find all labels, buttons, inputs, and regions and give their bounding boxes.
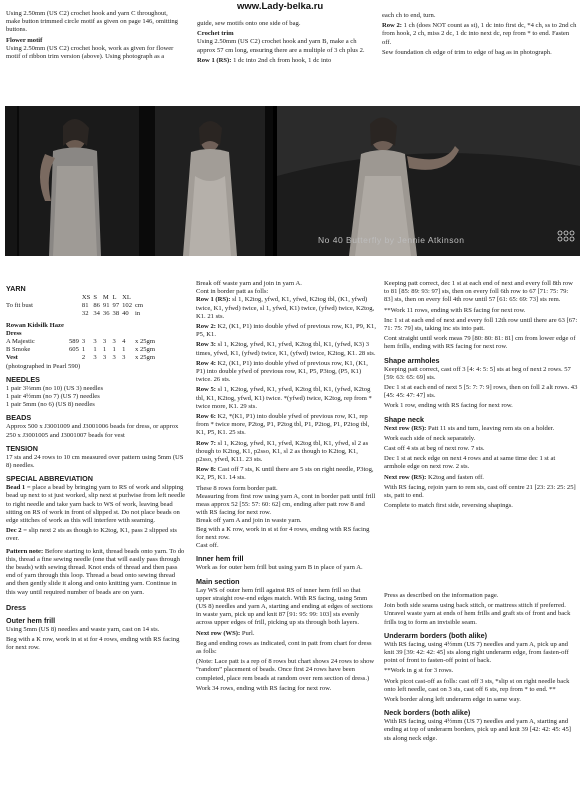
shaping-text: Dec 1 st at each end of next 5 [5: 7: 7: 9] rows, then on foll 2 alt rows. 43 [45: 45: 47: 47] sts. bbox=[384, 384, 578, 400]
fit-value: 91 bbox=[102, 302, 110, 310]
work-rows: Work 34 rows, ending with RS facing for next row. bbox=[196, 684, 332, 692]
next-row-label: Next row (RS): bbox=[384, 473, 427, 481]
mid-after: These 8 rows form border patt. bbox=[196, 484, 278, 492]
pattern-symbol-icon bbox=[557, 230, 575, 242]
shaping-text: With RS facing, rejoin yarn to rem sts, cast off centre 21 [23: 23: 25: 25] sts, patt to end. bbox=[384, 483, 576, 500]
size-label: L bbox=[112, 294, 117, 301]
making-up-text: With RS facing, using 4½mm (US 7) needles and yarn A, pick up and knit 39 [39: 42: 42: 45] sts along right underarm edge, from fasten-off point of front to fasten-off point of back. bbox=[384, 640, 569, 665]
size-label: XL bbox=[122, 294, 131, 301]
mid-after: Break off yarn A and join in waste yarn. bbox=[196, 517, 302, 525]
qty: 3 bbox=[93, 354, 97, 362]
top-column-1 bbox=[6, 10, 181, 63]
lace-note: (Note: Lace patt is a rep of 8 rows but chart shows 24 rows to show “random” placement of beads. Once first 24 rows have been completed, place rem beads at random over rem section of dress.) bbox=[196, 658, 375, 682]
qty: 3 bbox=[93, 338, 97, 346]
top-col3-line: each ch to end, turn. bbox=[382, 12, 436, 19]
vest-label: Vest bbox=[6, 354, 18, 362]
row-text: K2, (K1, P1) into double yfwd of previous row, K1, P9, K1, P5, K1. bbox=[196, 323, 376, 339]
inner-frill-heading: Inner hem frill bbox=[196, 554, 244, 564]
shaping-text: Keeping patt correct, cast off 3 [4: 4: 5: 5] sts at beg of next 2 rows. 57 [59: 63: 65: 69] sts. bbox=[384, 365, 571, 381]
qty-unit: x 25gm bbox=[135, 354, 155, 362]
design-caption: No 40 Butterfly by Jennie Atkinson bbox=[318, 235, 465, 245]
flower-motif-heading: Flower motif bbox=[6, 36, 43, 44]
needle-item: 1 pair 5mm (no 6) (US 8) needles bbox=[6, 401, 95, 409]
chart-instructions: Beg and ending rows as indicated, cont in patt from chart for dress as folls: bbox=[196, 639, 372, 655]
fit-value: 102 bbox=[122, 302, 132, 310]
fit-value: 97 bbox=[112, 302, 120, 310]
yarn-code: 589 bbox=[69, 338, 79, 346]
qty-unit: x 25gm bbox=[135, 346, 155, 354]
outer-frill-text: Using 5mm (US 8) needles and waste yarn, cast on 14 sts. bbox=[6, 625, 160, 633]
shaping-text: Cast off 4 sts at beg of next row. 7 sts. bbox=[384, 445, 485, 453]
row-text: Cast off 7 sts, K until there are 5 sts on right needle, P3tog, K2, P5, K1. 14 sts. bbox=[196, 466, 374, 482]
row2-text: 1 ch (does NOT count as st), 1 dc into first dc, *4 ch, ss to 2nd ch from hook, 2 ch, miss 2 dc, 1 dc into next dc, rep from * to end. Fasten off. bbox=[382, 22, 577, 46]
fit-label: To fit bust bbox=[6, 302, 34, 310]
fit-value: 86 bbox=[93, 302, 100, 310]
row2-label: Row 2: bbox=[382, 22, 402, 30]
making-up-text: Work picot cast-off as folls: cast off 3 sts, *slip st on right needle back onto left needle, cast on 3 sts, cast off 6 sts, rep from * to end. ** bbox=[384, 677, 570, 693]
abbreviation-heading: SPECIAL ABBREVIATION bbox=[6, 474, 93, 484]
instructions-column bbox=[196, 280, 376, 695]
bead1-text: = place a bead by bringing yarn to RS of work and slipping bead up next to st just worked, slip next st purlwise from left needle to right needle and take yarn back to WS of work, leaving bead sitting on RS of work in front of slipped st. Do not place beads on edge stitches of work as this will interfere with seaming. bbox=[6, 484, 186, 525]
row-label: Row 7: bbox=[196, 439, 216, 447]
materials-column bbox=[6, 280, 186, 655]
making-up-text: Press as described on the information page. bbox=[384, 592, 499, 599]
size-label: XS bbox=[81, 294, 91, 301]
beads-text: Approx 500 x J3001009 and J3001006 beads for dress, or approx 250 x J3001005 and J3001007 beads for vest bbox=[6, 423, 179, 439]
row1-label: Row 1 (RS): bbox=[197, 56, 232, 64]
qty: 1 bbox=[112, 346, 116, 354]
size-label: M bbox=[102, 294, 109, 301]
row-label: Row 6: bbox=[196, 413, 216, 421]
mid-after: Cast off. bbox=[196, 542, 219, 550]
qty: 1 bbox=[122, 346, 126, 354]
outer-frill-heading: Outer hem frill bbox=[6, 615, 56, 625]
outer-frill-text: Beg with a K row, work in st st for 4 rows, ending with RS facing for next row. bbox=[6, 636, 180, 652]
row-label: Row 4: bbox=[196, 359, 216, 367]
main-section-heading: Main section bbox=[196, 576, 240, 586]
qty: 3 bbox=[122, 354, 126, 362]
shaping-text: Dec 1 st at neck edge on next 4 rows and at same time dec 1 st at armhole edge on next row. 2 sts. bbox=[384, 455, 556, 471]
qty: 1 bbox=[102, 346, 107, 354]
needle-item: 1 pair 4½mm (no 7) (US 7) needles bbox=[6, 393, 100, 401]
row-label: Row 8: bbox=[196, 466, 216, 474]
top-col3-text: Sew foundation ch edge of trim to edge of bag as in photograph. bbox=[382, 48, 552, 56]
underarm-borders-heading: Underarm borders (both alike) bbox=[384, 630, 488, 640]
shaping-text: Inc 1 st at each end of next and every foll 12th row until there are 63 [67: 71: 75: 79] sts, taking inc sts into patt. bbox=[384, 316, 578, 333]
photo-note: (photographed in Pearl 590) bbox=[6, 362, 81, 370]
fit-value: 34 bbox=[93, 310, 100, 318]
top-col2-text: Using 2.50mm (US C2) crochet hook and yarn B, make a ch approx 57 cm long, ensuring there are a multiple of 3 ch plus 2. bbox=[197, 38, 365, 54]
top-column-3 bbox=[382, 12, 577, 59]
shape-neck-heading: Shape neck bbox=[384, 414, 424, 424]
making-up-text: Join both side seams using back stitch, or mattress stitch if preferred. Unravel waste yarn at ends of hem frills and graft sts of front and back frills tog to form an invisible seam. bbox=[384, 602, 571, 626]
fit-value: 38 bbox=[112, 310, 120, 318]
qty: 1 bbox=[93, 346, 97, 354]
pattern-note-label: Pattern note: bbox=[6, 547, 44, 555]
size-table bbox=[6, 294, 158, 363]
tension-heading: TENSION bbox=[6, 443, 38, 453]
photo-band bbox=[5, 106, 580, 256]
shaping-text: Complete to match first side, reversing shapings. bbox=[384, 502, 513, 510]
qty: 3 bbox=[102, 338, 107, 346]
main-section-text: Lay WS of outer hem frill against RS of inner hem frill so that upper straight row-end edges match. With RS facing, using 5mm (US 8) needles and yarn A, starting and ending at edges of sections in waste yarn, pick up and knit 87 [91: 95: 99: 103] sts evenly across upper edges of frill, picking up sts through both layers. bbox=[196, 586, 373, 627]
row-label: Row 1 (RS): bbox=[196, 296, 231, 304]
top-column-2 bbox=[197, 20, 369, 67]
shaping-column bbox=[384, 280, 578, 512]
row-text: sl 1, K2tog, yfwd, K1, yfwd, K2tog tbl, K1, (yfwd, K3) 3 times, yfwd, K1, (yfwd) twice, K1, (yfwd) twice, K2tog, K1. 28 sts. bbox=[196, 341, 376, 357]
top-col1-para: Using 2.50mm (US C2) crochet hook and yarn C throughout, make button trimmed circle motif as given on page 146, omitting buttons. bbox=[6, 10, 178, 34]
yarn-color: B Smoke bbox=[6, 346, 31, 354]
shaping-text: Cont straight until work meas 79 [80: 80: 81: 81] cm from lower edge of hem frills, ending with RS facing for next row. bbox=[384, 335, 576, 351]
qty: 3 bbox=[112, 354, 116, 362]
next-row-label: Next row (WS): bbox=[196, 629, 241, 637]
dress-heading: Dress bbox=[6, 602, 26, 612]
pattern-note-text: Before starting to knit, thread beads onto yarn. To do this, thread a fine sewing needle (one that will easily pass through the beads) with sewing thread. Knot ends of thread and then pass end of yarn through this loop. Thread a bead onto sewing thread and then gently slide it along and onto knitting yarn. Continue in this way until required number of beads are on yarn. bbox=[6, 547, 185, 596]
needle-item: 1 pair 3⅔mm (no 10) (US 3) needles bbox=[6, 384, 104, 392]
qty-unit: x 25gm bbox=[135, 338, 155, 346]
inner-frill-text: Work as for outer hem frill but using yarn B in place of yarn A. bbox=[196, 564, 363, 572]
shaping-text: K2tog and fasten off. bbox=[428, 473, 484, 481]
mid-after: Measuring from first row using yarn A, cont in border patt until frill meas approx 52 [55: 57: 60: 62] cm, ending after patt row 8 and with RS facing for next row. bbox=[196, 492, 376, 517]
shape-armholes-heading: Shape armholes bbox=[384, 355, 440, 365]
next-row-label: Next row (RS): bbox=[384, 424, 427, 432]
fit-unit: in bbox=[135, 310, 141, 318]
fit-unit: cm bbox=[135, 302, 144, 310]
row-text: sl 1, K2tog, yfwd, K1, yfwd, K2tog tbl, (K1, yfwd) twice, K1, yfwd) twice, sl 1, yfwd, K1) twice, (yfwd) twice, K2tog, K1. 21 sts. bbox=[196, 296, 375, 320]
mid-line: Cont in border patt as folls: bbox=[196, 288, 269, 296]
neck-borders-heading: Neck borders (both alike) bbox=[384, 708, 471, 718]
shaping-text: **Work 11 rows, ending with RS facing for next row. bbox=[384, 306, 526, 314]
top-col1-para: Using 2.50mm (US C2) crochet hook, work as given for flower motif of ribbon trim version (above). Using photograph as a bbox=[6, 44, 174, 61]
shaping-text: Work 1 row, ending with RS facing for next row. bbox=[384, 402, 513, 410]
row-label: Row 3: bbox=[196, 341, 216, 349]
yarn-color: A Majestic bbox=[6, 338, 35, 346]
making-up-text: Work border along left underarm edge in same way. bbox=[384, 696, 521, 704]
dec2-text: = slip next 2 sts as though to K2tog, K1, pass 2 slipped sts over. bbox=[6, 527, 177, 543]
beads-heading: BEADS bbox=[6, 413, 32, 423]
shaping-text: Patt 11 sts and turn, leaving rem sts on a holder. bbox=[428, 424, 555, 432]
mid-line: Break off waste yarn and join in yarn A. bbox=[196, 280, 302, 287]
next-row-text: Purl. bbox=[241, 629, 255, 637]
dress-label: Dress bbox=[6, 329, 22, 337]
fit-value: 40 bbox=[122, 310, 129, 318]
qty: 3 bbox=[112, 338, 116, 346]
fit-value: 32 bbox=[81, 310, 89, 318]
dec2-label: Dec 2 bbox=[6, 527, 22, 535]
qty: 3 bbox=[102, 354, 107, 362]
shaping-text: Keeping patt correct, dec 1 st at each end of next and every foll 8th row to 81 [85: 89: 93: 97] sts, then on every foll 6th row to 67 [71: 75: 79: 83] sts, then on every foll 4th row until 57 [61: 65: 69: 73] sts rem. bbox=[384, 280, 573, 304]
size-label: S bbox=[93, 294, 97, 301]
making-up-text: With RS facing, using 4½mm (US 7) needles and yarn A, starting and ending at top of underarm borders, pick up and knit 39 [42: 42: 45: 45] sts along neck edge. bbox=[384, 718, 571, 742]
model-photographs bbox=[5, 106, 580, 256]
fit-value: 81 bbox=[81, 302, 89, 310]
row1-text: 1 dc into 2nd ch from hook, 1 dc into bbox=[233, 56, 332, 64]
qty: 1 bbox=[81, 346, 86, 354]
qty: 3 bbox=[81, 338, 86, 346]
mid-after: Beg with a K row, work in st st for 4 rows, ending with RS facing for next row. bbox=[196, 525, 370, 541]
bead1-label: Bead 1 bbox=[6, 484, 26, 492]
row-text: K2, *(K1, P1) into double yfwd of previous row, K1, rep from * twice more, P2tog, P1, P2tog tbl, P1, P2tog, P1, P2tog tbl, K1, P5, K1. 25 sts. bbox=[196, 413, 370, 437]
yarn-heading: YARN bbox=[6, 284, 26, 293]
qty: 4 bbox=[122, 338, 126, 346]
shaping-text: Work each side of neck separately. bbox=[384, 434, 476, 442]
top-col2-intro: guide, sew motifs onto one side of bag. bbox=[197, 20, 301, 27]
fit-value: 36 bbox=[102, 310, 110, 318]
yarn-brand: Rowan Kidsilk Haze bbox=[6, 321, 64, 329]
row-label: Row 5: bbox=[196, 386, 216, 394]
making-up-text: **Work in g st for 3 rows. bbox=[384, 667, 454, 675]
qty: 2 bbox=[81, 354, 86, 362]
needles-heading: NEEDLES bbox=[6, 374, 40, 384]
site-watermark: www.Lady-belka.ru bbox=[237, 1, 324, 12]
row-text: sl 1, K2tog, yfwd, K1, yfwd, K2tog tbl, K1, (yfwd, K2tog tbl, K1, K2tog, yfwd, K1) twice. *(yfwd) twice, K2tog, rep from * twice more, K1. 29 sts. bbox=[196, 386, 372, 410]
row-label: Row 2: bbox=[196, 323, 216, 331]
row-text: K2, (K1, P1) into double yfwd of previous row, K1, (K1, P1) into double yfwd of previous row, K1, P5, P3tog, (P5, K1) twice. 26 sts. bbox=[196, 359, 368, 384]
row-text: sl 1, K2tog, yfwd, K1, yfwd, K2tog tbl, K1, yfwd, sl 2 as though to K2tog, K1, p2sso, K1, sl 2 as though to K2tog, K1, p2sso, yfwd, K11. 23 sts. bbox=[196, 439, 369, 464]
tension-text: 17 sts and 24 rows to 10 cm measured over pattern using 5mm (US 8) needles. bbox=[6, 453, 184, 470]
crochet-trim-heading: Crochet trim bbox=[197, 30, 234, 38]
yarn-code: 605 bbox=[69, 346, 79, 354]
making-up-column bbox=[384, 592, 578, 745]
